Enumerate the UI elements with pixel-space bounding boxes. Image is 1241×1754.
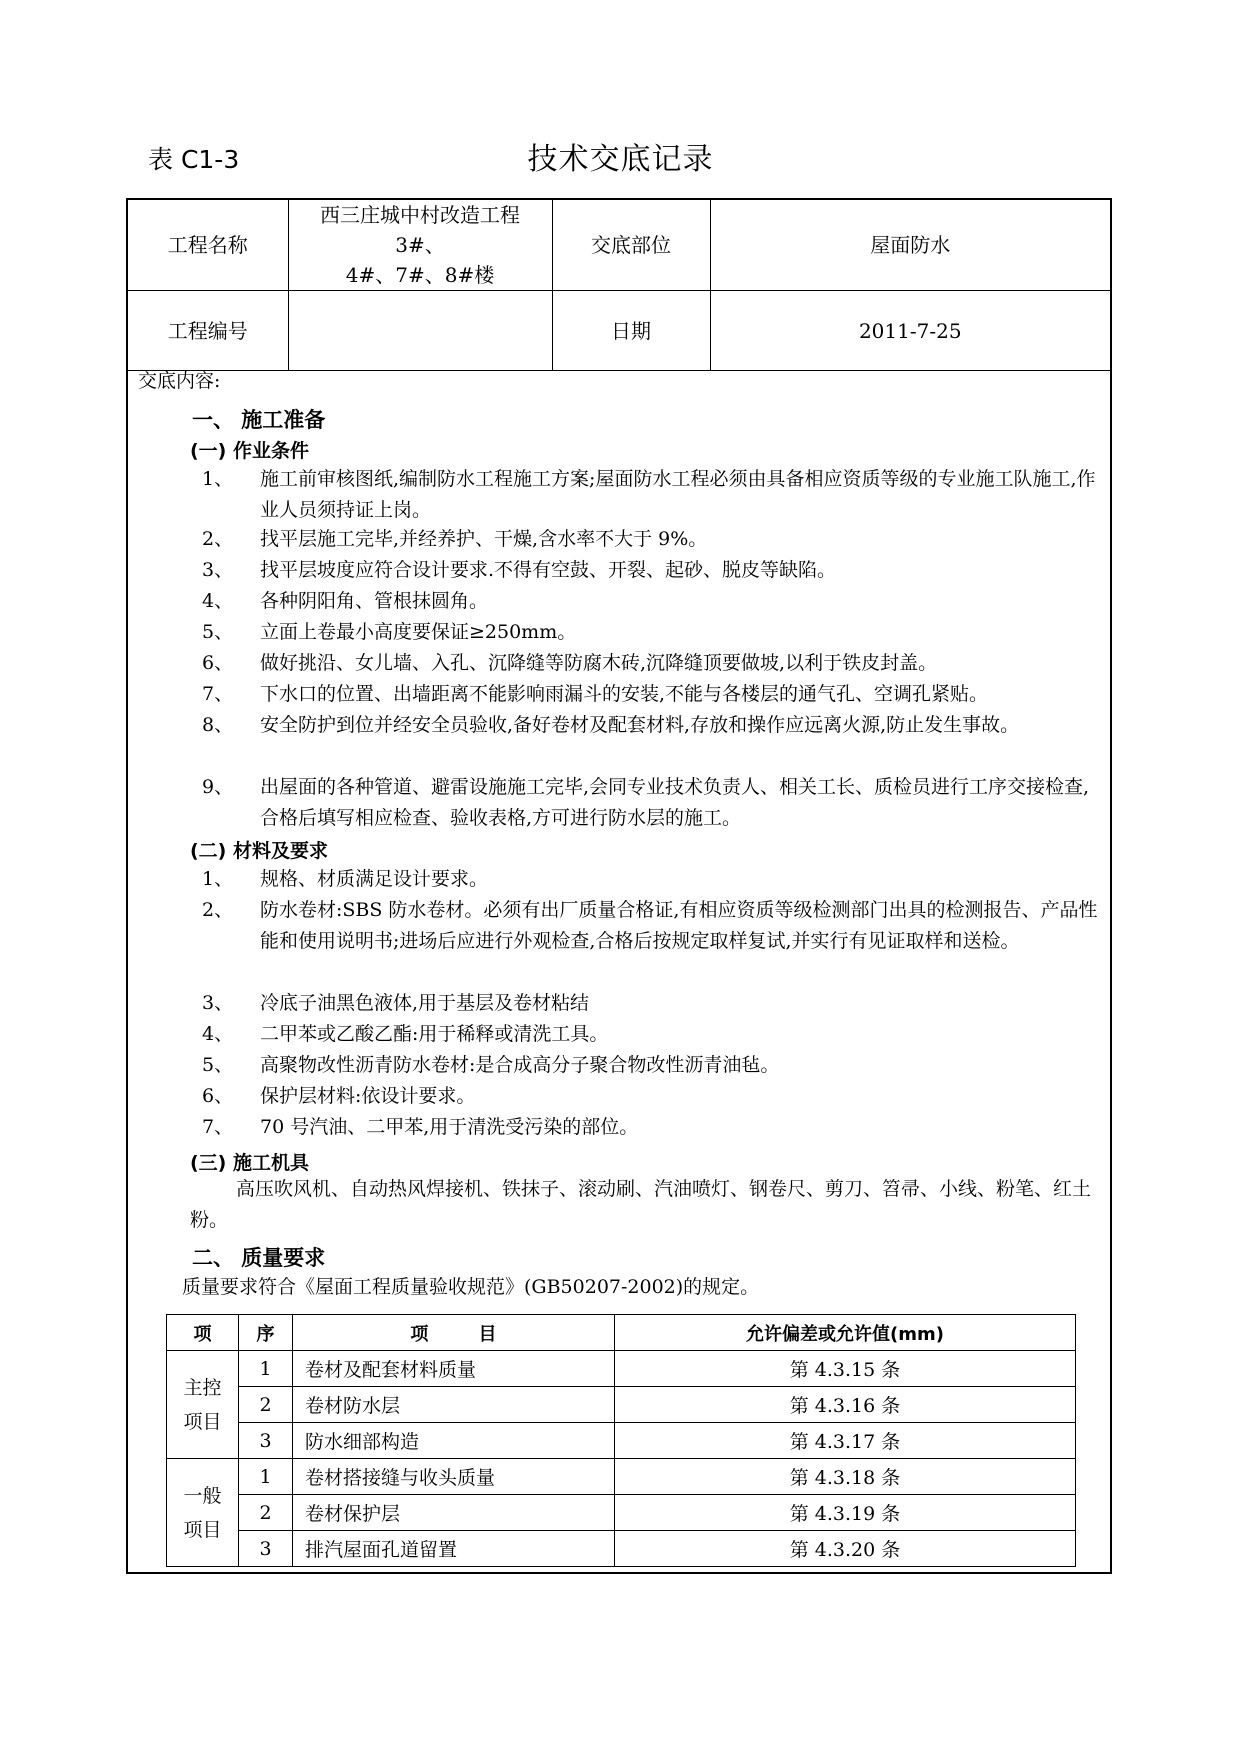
info-row-number (128, 291, 1110, 371)
list-item-text: 70 号汽油、二甲苯,用于清洗受污染的部位。 (260, 1116, 639, 1138)
value-cell: 第 4.3.18 条 (615, 1459, 1076, 1495)
value-cell: 第 4.3.17 条 (615, 1423, 1076, 1459)
list-item-number: 1、 (202, 868, 234, 890)
quality-table (166, 1314, 1076, 1567)
info-table (128, 200, 1110, 371)
col-header-item: 项 目 (293, 1315, 615, 1351)
list-item-number: 6、 (202, 652, 234, 674)
seq-cell: 2 (239, 1495, 293, 1531)
group-cell-main-control (167, 1351, 239, 1459)
quality-table-header (167, 1315, 1076, 1351)
part-value: 屋面防水 (710, 200, 1110, 291)
list-item-text: 防水卷材:SBS 防水卷材。必须有出厂质量合格证,有相应资质等级检测部门出具的检测报告、产品性能和使用说明书;进场后应进行外观检查,合格后按规定取样复试,并实行有见证取样和送检。 (260, 899, 1098, 952)
list-item-text: 冷底子油黑色液体,用于基层及卷材粘结 (260, 992, 590, 1014)
page-title: 技术交底记录 (527, 142, 714, 177)
group-name-line2: 项目 (183, 1410, 222, 1433)
info-row-project (128, 200, 1110, 291)
list-item-text: 安全防护到位并经安全员验收,备好卷材及配套材料,存放和操作应远离火源,防止发生事故。 (260, 714, 1020, 736)
list-item-number: 4、 (202, 1023, 234, 1045)
item-cell: 卷材防水层 (293, 1387, 615, 1423)
seq-cell: 3 (239, 1423, 293, 1459)
section-title-prep: 一、 施工准备 (192, 408, 326, 432)
list-item-text: 施工前审核图纸,编制防水工程施工方案;屋面防水工程必须由具备相应资质等级的专业施工队施工,作业人员须持证上岗。 (260, 468, 1096, 521)
value-cell: 第 4.3.15 条 (615, 1351, 1076, 1387)
list-item-text: 各种阴阳角、管根抹圆角。 (260, 590, 489, 612)
group-name-line1: 一般 (183, 1484, 222, 1507)
list-item-text: 找平层施工完毕,并经养护、干燥,含水率不大于 9%。 (260, 528, 708, 550)
table-row (167, 1459, 1076, 1495)
list-item-number: 5、 (202, 621, 234, 643)
project-no-value (288, 291, 552, 371)
seq-cell: 1 (239, 1351, 293, 1387)
date-value: 2011-7-25 (710, 291, 1110, 371)
table-row (167, 1423, 1076, 1459)
tools-paragraph: 高压吹风机、自动热风焊接机、铁抹子、滚动刷、汽油喷灯、钢卷尺、剪刀、笤帚、小线、粉笔、红土粉。 (190, 1178, 1092, 1231)
list-item-number: 7、 (202, 683, 234, 705)
project-name-label: 工程名称 (128, 200, 288, 291)
list-item-number: 5、 (202, 1054, 234, 1076)
value-cell: 第 4.3.19 条 (615, 1495, 1076, 1531)
content-intro: 交底内容: (138, 370, 221, 392)
list-item-text: 二甲苯或乙酸乙酯:用于稀释或清洗工具。 (260, 1023, 609, 1045)
table-row (167, 1351, 1076, 1387)
subsection-title-tools: (三) 施工机具 (190, 1152, 309, 1174)
list-item-text: 立面上卷最小高度要保证≥250mm。 (260, 621, 577, 643)
group-name-line1: 主控 (183, 1376, 222, 1399)
value-cell: 第 4.3.16 条 (615, 1387, 1076, 1423)
list-item-number: 3、 (202, 992, 234, 1014)
table-row (167, 1495, 1076, 1531)
list-item-text: 出屋面的各种管道、避雷设施施工完毕,会同专业技术负责人、相关工长、质检员进行工序交接检查,合格后填写相应检查、验收表格,方可进行防水层的施工。 (260, 776, 1090, 829)
list-item-text: 高聚物改性沥青防水卷材:是合成高分子聚合物改性沥青油毡。 (260, 1054, 780, 1076)
list-item-number: 7、 (202, 1116, 234, 1138)
item-cell: 排汽屋面孔道留置 (293, 1531, 615, 1567)
section-title-quality: 二、 质量要求 (192, 1246, 326, 1270)
project-no-label: 工程编号 (128, 291, 288, 371)
item-cell: 卷材及配套材料质量 (293, 1351, 615, 1387)
col-header-group: 项 (167, 1315, 239, 1351)
item-cell: 卷材搭接缝与收头质量 (293, 1459, 615, 1495)
table-row (167, 1387, 1076, 1423)
list-item-text: 找平层坡度应符合设计要求.不得有空鼓、开裂、起砂、脱皮等缺陷。 (260, 559, 837, 581)
col-header-value: 允许偏差或允许值(mm) (615, 1315, 1076, 1351)
list-item-number: 4、 (202, 590, 234, 612)
list-item-number: 8、 (202, 714, 234, 736)
list-item-number: 9、 (202, 776, 234, 798)
list-item-text: 保护层材料:依设计要求。 (260, 1085, 476, 1107)
list-item-text: 规格、材质满足设计要求。 (260, 868, 489, 890)
project-name-line2: 4#、7#、8#楼 (345, 263, 495, 287)
list-item-number: 3、 (202, 559, 234, 581)
list-item-number: 2、 (202, 528, 234, 550)
part-label: 交底部位 (552, 200, 710, 291)
form-code: 表 C1-3 (148, 145, 240, 174)
quality-note: 质量要求符合《屋面工程质量验收规范》(GB50207-2002)的规定。 (182, 1276, 760, 1298)
item-cell: 卷材保护层 (293, 1495, 615, 1531)
table-row (167, 1531, 1076, 1567)
project-name-value (288, 200, 552, 291)
project-name-line1: 西三庄城中村改造工程 3#、 (320, 203, 520, 257)
seq-cell: 3 (239, 1531, 293, 1567)
seq-cell: 1 (239, 1459, 293, 1495)
subsection-title-materials: (二) 材料及要求 (190, 840, 328, 862)
col-header-seq: 序 (239, 1315, 293, 1351)
date-label: 日期 (552, 291, 710, 371)
list-item-number: 1、 (202, 468, 234, 490)
list-item-text: 下水口的位置、出墙距离不能影响雨漏斗的安装,不能与各楼层的通气孔、空调孔紧贴。 (260, 683, 989, 705)
item-cell: 防水细部构造 (293, 1423, 615, 1459)
list-item-number: 2、 (202, 899, 234, 921)
value-cell: 第 4.3.20 条 (615, 1531, 1076, 1567)
record-form (126, 198, 1112, 1574)
seq-cell: 2 (239, 1387, 293, 1423)
group-name-line2: 项目 (183, 1518, 222, 1541)
list-item-text: 做好挑沿、女儿墙、入孔、沉降缝等防腐木砖,沉降缝顶要做坡,以利于铁皮封盖。 (260, 652, 938, 674)
group-cell-general (167, 1459, 239, 1567)
list-item-number: 6、 (202, 1085, 234, 1107)
subsection-title-conditions: (一) 作业条件 (190, 440, 309, 462)
